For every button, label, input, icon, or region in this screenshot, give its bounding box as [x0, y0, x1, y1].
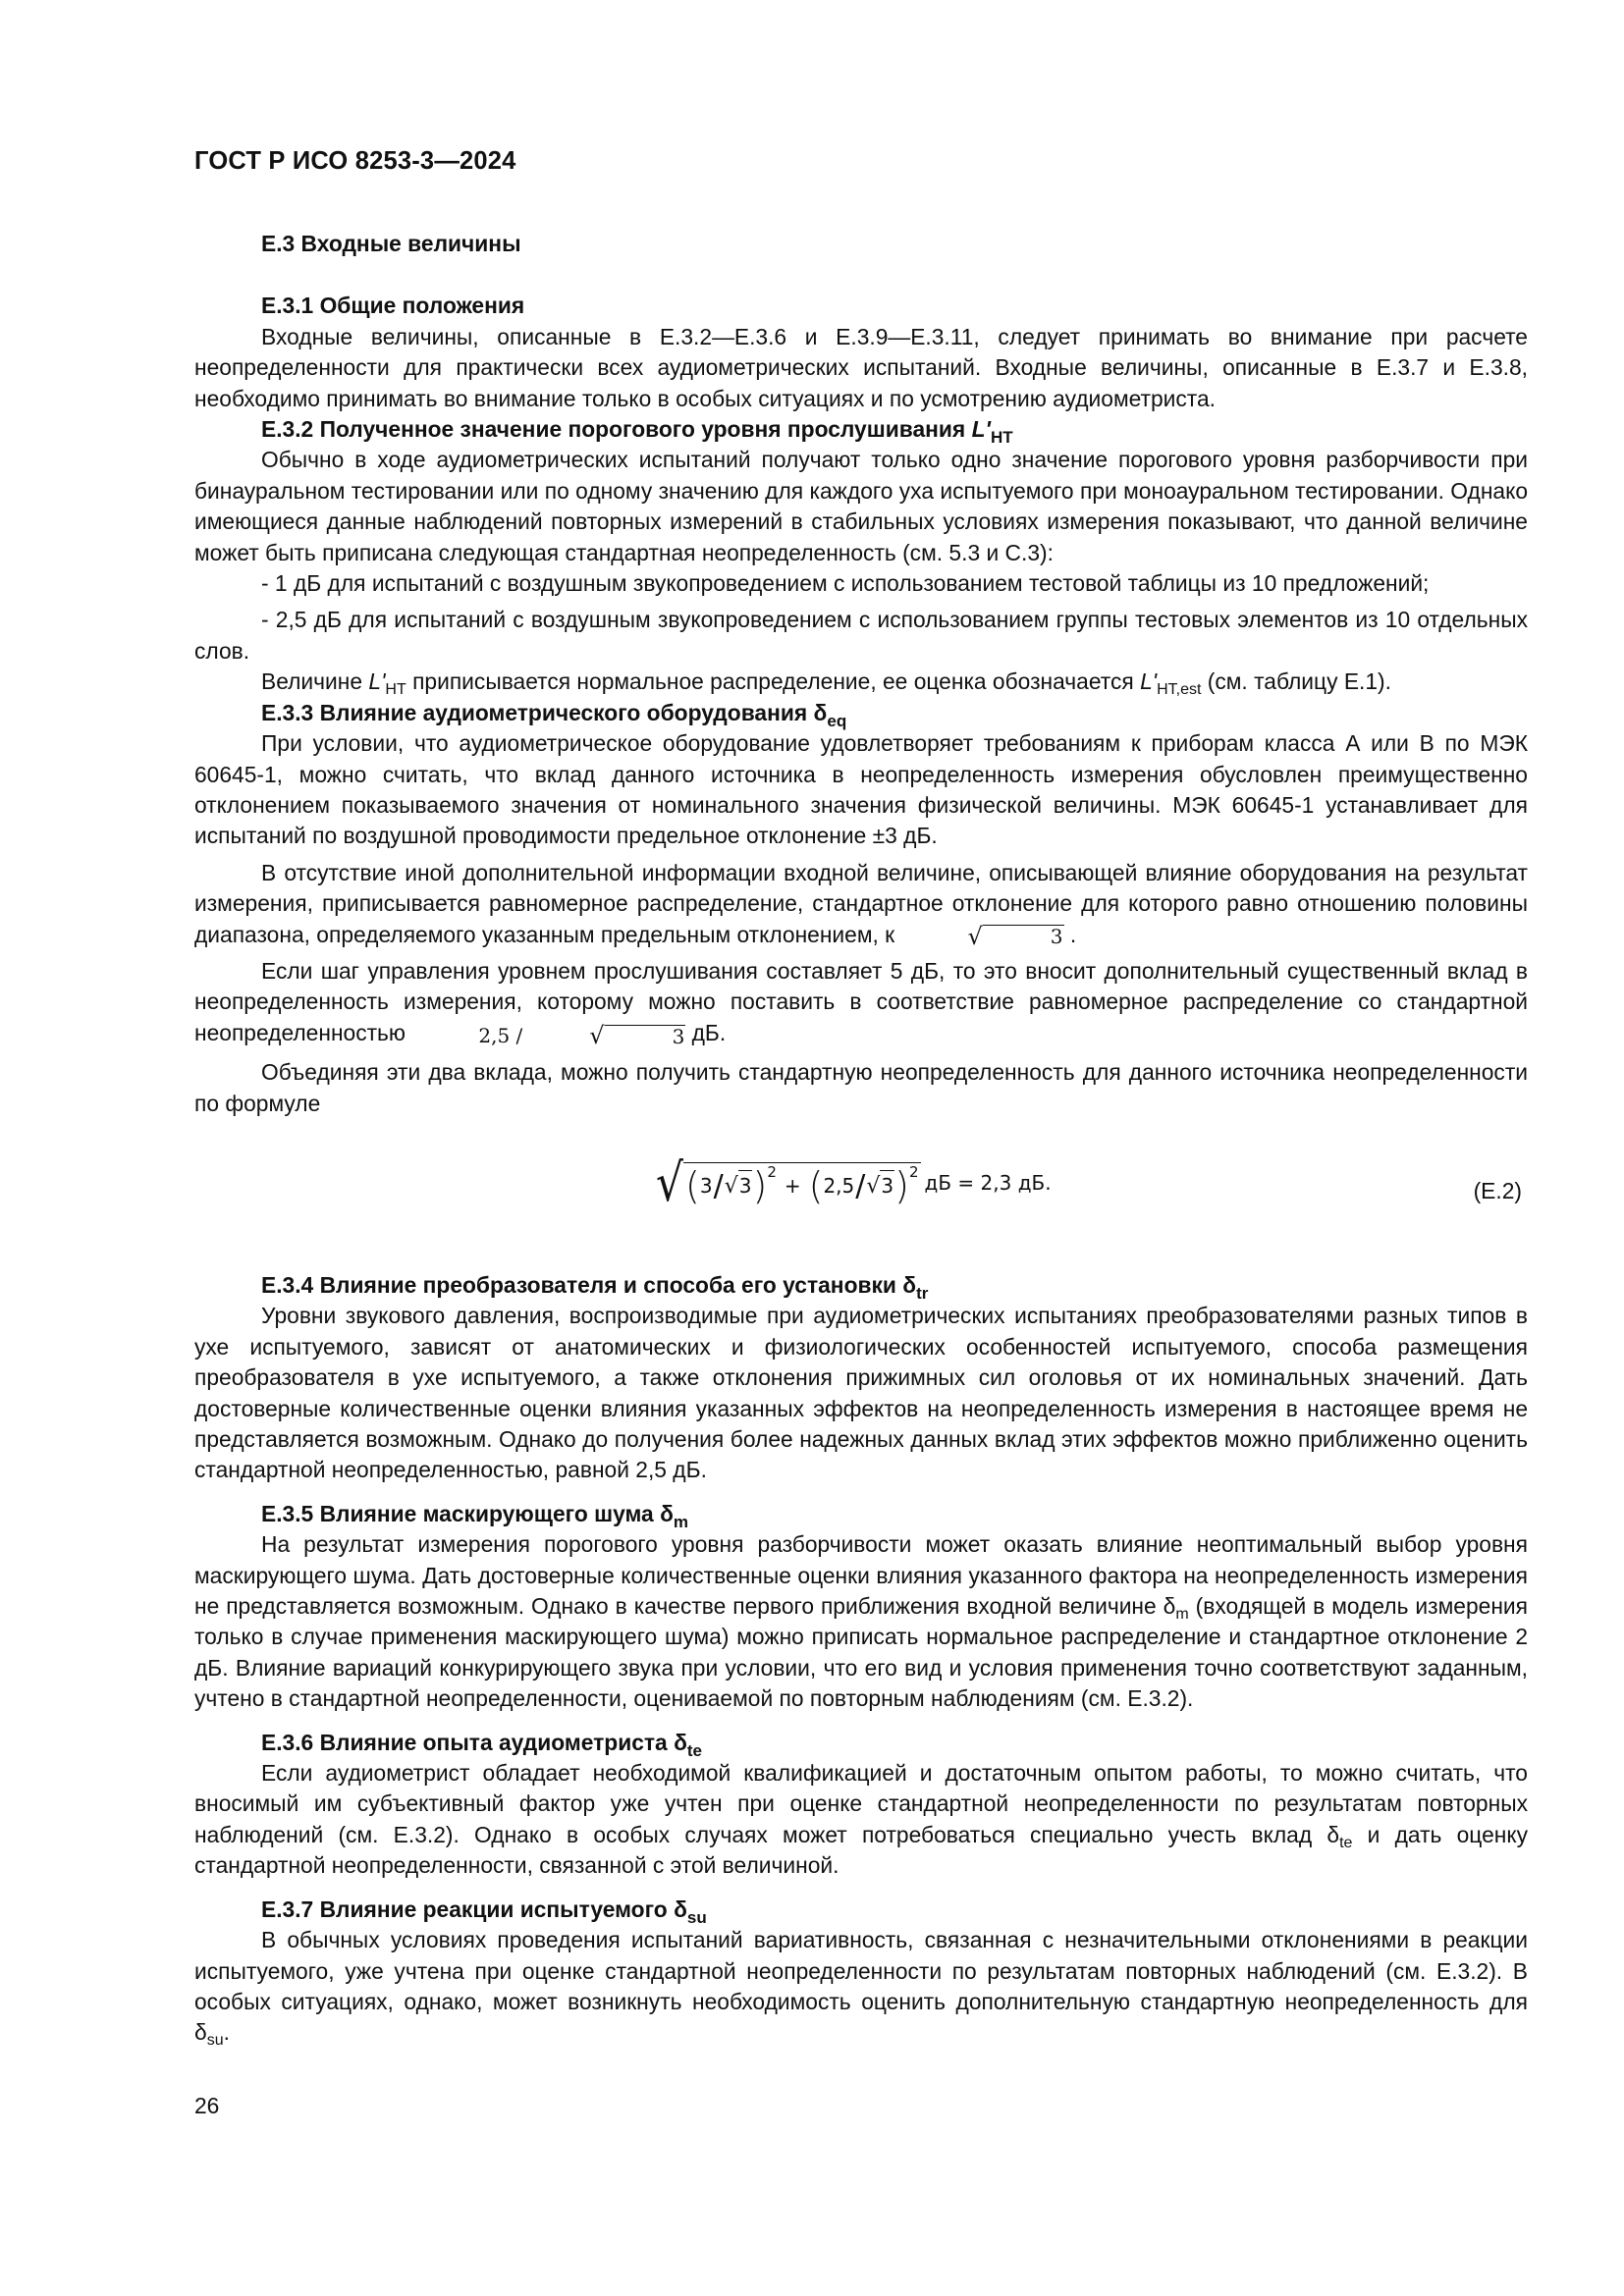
- e37-title-text: Е.3.7 Влияние реакции испытуемого: [261, 1896, 675, 1922]
- subsection-e36-title: [194, 1728, 1528, 1758]
- subsection-e31-title: Е.3.1 Общие положения: [261, 293, 525, 319]
- e32-p2-text-c: (см. таблицу Е.1).: [1201, 668, 1391, 695]
- e32-p2-text-a: Величине: [261, 668, 369, 695]
- radical-sign: √: [724, 1173, 738, 1199]
- plus-sign: +: [784, 1173, 801, 1198]
- delta-m-symbol: [1163, 1593, 1189, 1624]
- e35-text-a: На результат измерения порогового уровня разборчивости может оказать влияние неоптимальный выбор уровня маскирующего шума. Дать достоверные количественные оценки влияния указанного фактора на неопределенность измерения не представляется возможным. Однако в качестве первого приближения входной величине: [194, 1531, 1528, 1620]
- e33-p3-end: дБ.: [685, 1019, 727, 1045]
- e32-paragraph-2: [194, 667, 1528, 697]
- e35-symbol-sub: m: [673, 1512, 689, 1531]
- delta-su-symbol: [194, 2019, 224, 2050]
- subsection-e37-title: [194, 1895, 1528, 1925]
- e32-paragraph-1: Обычно в ходе аудиометрических испытаний получают только одно значение порогового уровня разборчивости при бинауральном тестировании или по одному значению для каждого уха испытуемого при моноауральном тестировании. Однако имеющиеся данные наблюдений повторных измерений в стабильных условиях измерения показывают, что данной величине может быть приписана следующая стандартная неопределенность (см. 5.3 и С.3):: [194, 447, 1528, 565]
- page-number: 26: [194, 2093, 220, 2118]
- e33-symbol-sub: eq: [827, 711, 847, 730]
- e32-list-item-2: - 2,5 дБ для испытаний с воздушным звукопроведением с использованием группы тестовых элементов из 10 отдельных слов.: [194, 607, 1528, 664]
- e37-symbol-sub: su: [686, 1907, 707, 1927]
- e37-text-b: .: [223, 2019, 230, 2046]
- e36-title-text: Е.3.6 Влияние опыта аудиометриста: [261, 1729, 675, 1755]
- e33-paragraph-2: [194, 858, 1528, 950]
- formula-result: дБ = 2,3 дБ.: [924, 1171, 1052, 1196]
- term-a-power: 2: [767, 1162, 777, 1181]
- e36-text-b: и дать оценку стандартной неопределенности, связанной с этой величиной.: [194, 1821, 1528, 1879]
- e32-p2-text-b: приписывается нормальное распределение, ее оценка обозначается: [406, 668, 1141, 695]
- e36-text-a: Если аудиометрист обладает необходимой квалификацией и достаточным опытом работы, то можно считать, что вносимый им субъективный фактор уже учтен при оценке стандартной неопределенности по результатам повторных наблюдений (см. Е.3.2). Однако в особых случаях может потребоваться специально учесть вклад: [194, 1760, 1528, 1847]
- sqrt3-expression: [900, 922, 1063, 950]
- e35-title-text: Е.3.5 Влияние маскирующего шума: [261, 1500, 661, 1526]
- open-paren: (: [808, 1164, 824, 1208]
- e33-paragraph-3: [194, 956, 1528, 1051]
- e33-title-symbol: [813, 699, 847, 730]
- e35-symbol-letter: δ: [660, 1500, 674, 1526]
- subsection-e35-title: [194, 1499, 1528, 1529]
- e35-paragraph: [194, 1529, 1528, 1714]
- e36-paragraph: [194, 1758, 1528, 1882]
- delta-sub: su: [206, 2032, 224, 2050]
- formula-e2: [194, 1154, 1528, 1237]
- standard-designation: ГОСТ Р ИСО 8253-3—2024: [194, 147, 516, 175]
- delta-letter: δ: [194, 2019, 207, 2046]
- step-numerator: 2,5 /: [478, 1023, 523, 1047]
- e33-title-text: Е.3.3 Влияние аудиометрического оборудования: [261, 699, 814, 725]
- e35-text-b: (входящей в модель измерения только в случае применения маскирующего шума) можно приписать нормальное распределение и стандартное отклонение 2 дБ. Влияние вариаций конкурирующего звука при условии, что его вид и условия применения точно соответствуют заданным, учтено в стандартной неопределенности, оцениваемой по повторным наблюдениям (см. Е.3.2).: [194, 1593, 1528, 1712]
- e37-paragraph: [194, 1925, 1528, 2049]
- e32-title-text: Е.3.2 Полученное значение порогового уровня прослушивания: [261, 416, 972, 443]
- e36-symbol-letter: δ: [674, 1729, 687, 1755]
- lht-est-symbol-sub: HT,est: [1157, 681, 1202, 699]
- e33-symbol-letter: δ: [813, 699, 828, 725]
- e31-paragraph: Входные величины, описанные в Е.3.2—Е.3.6 и Е.3.9—Е.3.11, следует принимать во внимание при расчете неопределенности для практически всех аудиометрических испытаний. Входные величины, описанные в Е.3.7 и Е.3.8, необходимо принимать во внимание только в особых ситуациях и по усмотрению аудиометриста.: [194, 323, 1528, 411]
- e32-title-symbol: [971, 416, 1013, 448]
- slash: /: [855, 1168, 866, 1203]
- close-paren: ): [894, 1164, 909, 1208]
- formula-number: (Е.2): [1473, 1177, 1522, 1203]
- e34-symbol-sub: tr: [916, 1283, 929, 1303]
- delta-sub: m: [1175, 1606, 1189, 1624]
- slash: /: [713, 1168, 724, 1203]
- term-b-radicand: 3: [880, 1170, 894, 1201]
- outer-radical-sign: √: [656, 1152, 684, 1213]
- subsection-e32-title: [194, 414, 1528, 448]
- lht-symbol-sub: HT: [385, 681, 406, 699]
- lht-symbol-letter: L': [368, 668, 386, 695]
- delta-sub: te: [1339, 1834, 1353, 1851]
- e34-title-symbol: [902, 1271, 929, 1303]
- e34-title-text: Е.3.4 Влияние преобразователя и способа его установки: [261, 1271, 903, 1298]
- e33-paragraph-4: Объединяя эти два вклада, можно получить стандартную неопределенность для данного источника неопределенности по формуле: [194, 1059, 1528, 1116]
- radical-sign: √: [967, 922, 983, 950]
- radicand: 3: [983, 925, 1064, 947]
- subsection-e34-title: [194, 1270, 1528, 1301]
- delta-te-symbol: [1326, 1821, 1353, 1851]
- e36-title-symbol: [674, 1729, 703, 1760]
- e36-symbol-sub: te: [686, 1740, 703, 1760]
- e34-symbol-letter: δ: [902, 1271, 917, 1298]
- open-paren: (: [685, 1164, 700, 1208]
- close-paren: ): [752, 1164, 768, 1208]
- formula-expression: [656, 1152, 1052, 1213]
- e32-list-item-1: - 1 дБ для испытаний с воздушным звукопроведением с использованием тестовой таблицы из 10 предложений;: [261, 570, 1430, 597]
- e37-title-symbol: [674, 1896, 707, 1927]
- term-b-numerator: 2,5: [823, 1173, 855, 1198]
- e37-text-a: В обычных условиях проведения испытаний вариативность, связанная с незначительными отклонениями в реакции испытуемого, уже учтена при оценке стандартной неопределенности по результатам повторных наблюдений (см. Е.3.2). В особых ситуациях, однако, может возникнуть необходимость оценить дополнительную стандартную неопределенность для: [194, 1927, 1528, 2014]
- delta-letter: δ: [1326, 1821, 1340, 1847]
- e33-paragraph-1: При условии, что аудиометрическое оборудование удовлетворяет требованиям к приборам класса А или В по МЭК 60645-1, можно считать, что вклад данного источника в неопределенность измерения обусловлен преимущественно отклонением показываемого значения от номинального значения физической величины. МЭК 60645-1 устанавливает для испытаний по воздушной проводимости предельное отклонение ±3 дБ.: [194, 730, 1528, 849]
- e37-symbol-letter: δ: [674, 1896, 687, 1922]
- lht-est-symbol-letter: L': [1140, 668, 1158, 695]
- lht-symbol: [368, 668, 406, 699]
- radical-sign: √: [866, 1173, 881, 1199]
- step-uncertainty-expression: [411, 1021, 685, 1051]
- e32-symbol-sub: HT: [990, 428, 1013, 448]
- term-a-numerator: 3: [699, 1173, 713, 1198]
- term-a-radicand: 3: [738, 1170, 753, 1201]
- lht-est-symbol: [1140, 668, 1202, 699]
- radical-sign: √: [589, 1022, 605, 1050]
- e33-p2-text: В отсутствие иной дополнительной информации входной величине, описывающей влияние оборудования на результат измерения, приписывается равномерное распределение, стандартное отклонение для которого равно отношению половины диапазона, определяемого указанным предельным отклонением, к: [194, 859, 1528, 947]
- outer-radicand: [683, 1162, 920, 1208]
- delta-letter: δ: [1163, 1593, 1176, 1620]
- e34-paragraph: Уровни звукового давления, воспроизводимые при аудиометрических испытаниях преобразователями разных типов в ухе испытуемого, зависят от анатомических и физиологических особенностей испытуемого, способа размещения преобразователя в ухе испытуемого, а также отклонения прижимных сил оголовья от их номинальных значений. Дать достоверные количественные оценки влияния указанных эффектов на неопределенность измерения в настоящее время не представляется возможным. Однако до получения более надежных данных вклад этих эффектов можно приближенно оценить стандартной неопределенностью, равной 2,5 дБ.: [194, 1303, 1528, 1483]
- e33-p3-text: Если шаг управления уровнем прослушивания составляет 5 дБ, то это вносит дополнительный существенный вклад в неопределенность измерения, которому можно поставить в соответствие равномерное распределение со стандартной неопределенностью: [194, 957, 1528, 1045]
- section-title: Е.3 Входные величины: [261, 231, 521, 256]
- e35-title-symbol: [660, 1500, 689, 1531]
- subsection-e33-title: [194, 698, 1528, 728]
- e33-p2-end: .: [1063, 921, 1077, 947]
- e32-symbol-letter: L': [971, 416, 991, 443]
- term-b-power: 2: [908, 1162, 919, 1181]
- page-content: [194, 229, 1528, 2049]
- radicand: 3: [605, 1025, 686, 1047]
